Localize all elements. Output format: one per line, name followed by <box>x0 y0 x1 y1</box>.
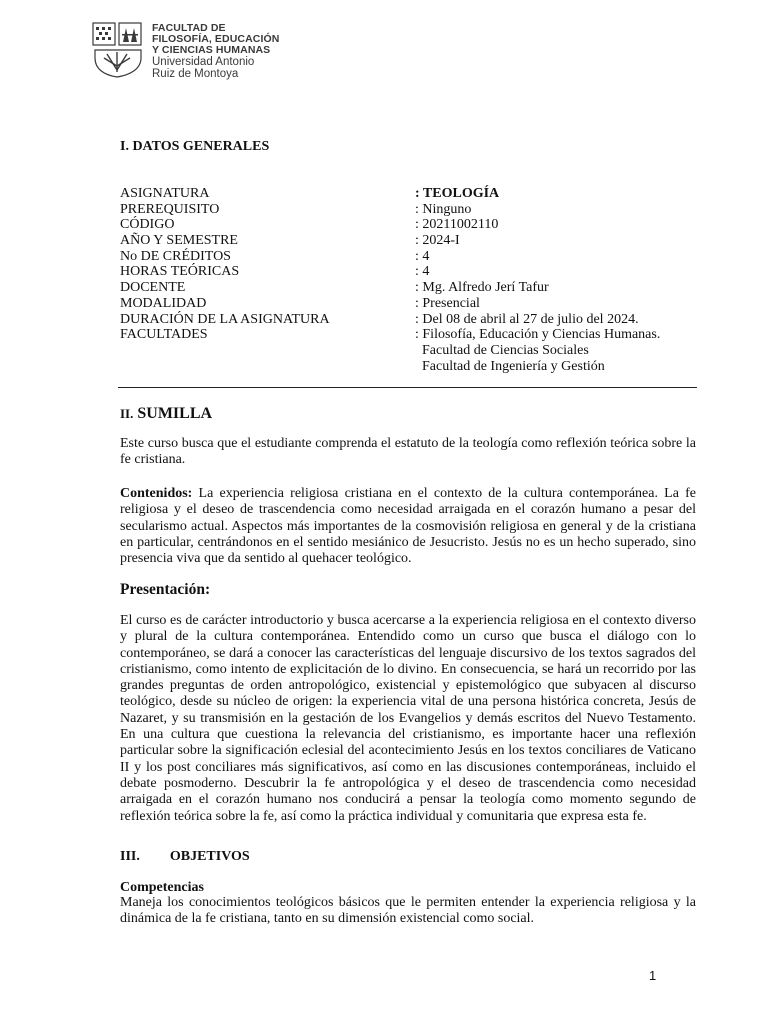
data-label: FACULTADES <box>120 327 208 343</box>
section-3-heading: OBJETIVOS <box>169 849 250 864</box>
data-label: HORAS TEÓRICAS <box>120 264 240 280</box>
data-label: No DE CRÉDITOS <box>120 248 231 264</box>
data-value: : Filosofía, Educación y Ciencias Humanas. <box>415 327 661 343</box>
course-name: : TEOLOGÍA <box>415 186 500 201</box>
faculty-logo <box>92 22 292 80</box>
data-value-continued: Facultad de Ingeniería y Gestión <box>422 358 605 374</box>
presentacion-paragraph: El curso es de carácter introductorio y busca acercarse a la experiencia religiosa en el contexto diverso y plural de la cultura contemporánea. Entendido como un curso que busca el diálogo con lo contemporáneo, se dará a conocer las características del lenguaje discursivo de los textos sagrados del cristianismo, como intento de explicitación de lo divino. En consecuencia, se hará un recorrido por las grandes preguntas de orden antropológico, existencial y epistemológico que subyacen al discurso teológico, desde su núcleo de origen: la experiencia vital de una persona histórica concreta, Jesús de Nazaret, y su transmisión en la gestación de los Evangelios y demás escritos del Nuevo Testamento. En una cultura que cuestiona la relevancia del cristianismo, es importante hacer una reflexión particular sobre la significación eclesial del acontecimiento Jesús en los textos conciliares de Vaticano II y los post conciliares más significativos, así como en las discusiones contemporáneas, incluido el debate posmoderno. Descubrir la fe antropológica y el deseo de trascendencia como necesidad arraigada en el corazón humano nos conducirá a pensar la teología como momento segundo de reflexión teórica sobre la fe, así como la práctica individual y comunitaria que expresa esta fe. <box>120 613 696 824</box>
logo-line-4: Universidad Antonio <box>152 56 255 68</box>
contenidos-text: La experiencia religiosa cristiana en el contexto de la cultura contemporánea. La fe religiosa y el deseo de trascendencia como necesidad arraigada en el corazón humano a pesar del secularismo actual. Aspectos más importantes de la cosmovisión religiosa en general y de la cristiana en particular, centrándonos en el sentido mesiánico de Jesucristo. Jesús no es un hecho superado, sino presencia viva que da sentido al quehacer teológico. <box>120 486 696 567</box>
section-3-title <box>120 849 250 865</box>
contenidos-label: Contenidos: <box>120 486 193 501</box>
logo-line-3: Y CIENCIAS HUMANAS <box>152 44 271 56</box>
data-label: PREREQUISITO <box>120 201 220 217</box>
section-2-title <box>120 405 212 423</box>
section-2-number: II. <box>120 406 134 421</box>
page-number: 1 <box>649 968 657 983</box>
data-label: DOCENTE <box>120 280 186 296</box>
data-value: : 4 <box>415 248 430 264</box>
data-label: ASIGNATURA <box>120 186 210 201</box>
sumilla-intro: Este curso busca que el estudiante comprenda el estatuto de la teología como reflexión teórica sobre la fe cristiana. <box>120 436 696 468</box>
data-value: : Del 08 de abril al 27 de julio del 2024. <box>415 311 639 327</box>
data-label: AÑO Y SEMESTRE <box>120 233 238 249</box>
data-label: CÓDIGO <box>120 217 175 233</box>
data-value: : 20211002110 <box>415 217 499 233</box>
data-value: : 2024-I <box>415 233 460 249</box>
presentacion-title: Presentación: <box>120 581 211 598</box>
data-value: : Ninguno <box>415 201 472 217</box>
data-value: : Presencial <box>415 295 480 311</box>
data-value <box>415 186 499 202</box>
data-value: : Mg. Alfredo Jerí Tafur <box>415 280 549 296</box>
university-shield-icon <box>92 22 144 78</box>
data-label: DURACIÓN DE LA ASIGNATURA <box>120 311 330 327</box>
section-1-title: I. DATOS GENERALES <box>120 139 270 154</box>
data-value: : 4 <box>415 264 430 280</box>
competencias-title: Competencias <box>120 880 204 895</box>
competencias-paragraph: Maneja los conocimientos teológicos básicos que le permiten entender la experiencia religiosa y la dinámica de la fe cristiana, tanto en su dimensión existencial como social. <box>120 895 696 927</box>
section-2-heading: SUMILLA <box>137 405 213 422</box>
logo-line-5: Ruiz de Montoya <box>152 68 239 80</box>
data-value-continued: Facultad de Ciencias Sociales <box>422 342 589 358</box>
data-label: MODALIDAD <box>120 295 207 311</box>
logo-line-2: FILOSOFÍA, EDUCACIÓN <box>152 33 280 45</box>
section-divider <box>118 387 697 388</box>
contenidos-paragraph <box>120 486 696 567</box>
section-3-number: III. <box>120 849 140 864</box>
logo-line-1: FACULTAD DE <box>152 22 226 34</box>
